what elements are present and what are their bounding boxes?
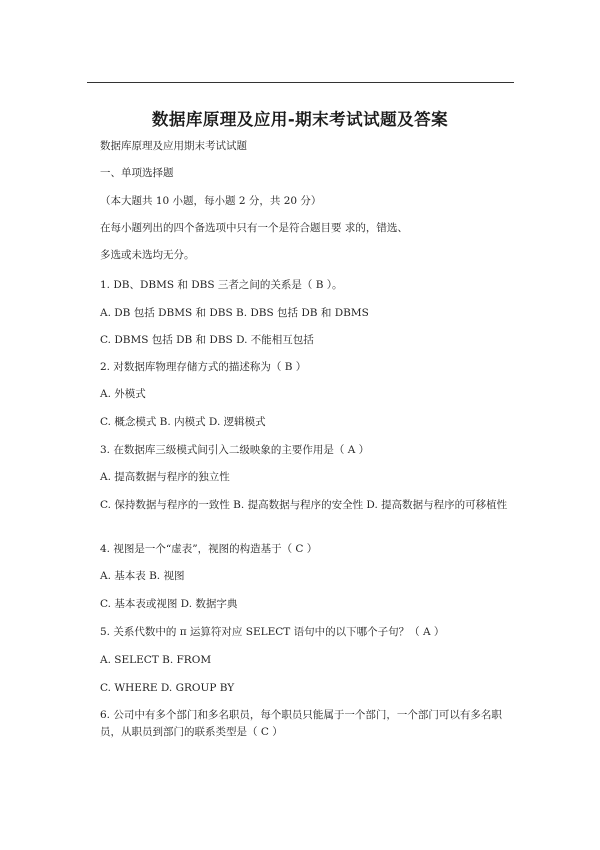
question-6: 6. 公司中有多个部门和多名职员，每个职员只能属于一个部门，一个部门可以有多名职员，从职员到部门的联系类型是（ C ） — [100, 709, 502, 738]
question-5-options: C. WHERE D. GROUP BY — [100, 682, 235, 694]
question-2-options: C. 概念模式 B. 内模式 D. 逻辑模式 — [100, 416, 266, 428]
subtitle-line: 数据库原理及应用期末考试试题 — [100, 140, 247, 152]
question-3-options: C. 保持数据与程序的一致性 B. 提高数据与程序的安全性 D. 提高数据与程序的可移植性 — [100, 499, 508, 511]
section-instruction: （本大题共 10 小题，每小题 2 分，共 20 分） — [100, 195, 322, 207]
header-rule — [87, 82, 514, 83]
question-3-options: A. 提高数据与程序的独立性 — [100, 471, 230, 483]
document-title: 数据库原理及应用-期末考试试题及答案 — [151, 110, 449, 129]
question-2: 2. 对数据库物理存储方式的描述称为（ B ） — [100, 361, 307, 373]
question-4: 4. 视图是一个“虚表”，视图的构造基于（ C ） — [100, 543, 318, 555]
question-3: 3. 在数据库三级模式间引入二级映象的主要作用是（ A ） — [100, 444, 370, 456]
question-5: 5. 关系代数中的 π 运算符对应 SELECT 语句中的以下哪个子句？（ A ） — [100, 626, 445, 638]
instruction-line: 多选或未选均无分。 — [100, 249, 195, 261]
instruction-line: 在每小题列出的四个备选项中只有一个是符合题目要 求的，错选、 — [100, 222, 408, 234]
question-1-options: C. DBMS 包括 DB 和 DBS D. 不能相互包括 — [100, 334, 314, 346]
question-4-options: A. 基本表 B. 视图 — [100, 570, 185, 582]
question-2-options: A. 外模式 — [100, 388, 146, 400]
question-1-options: A. DB 包括 DBMS 和 DBS B. DBS 包括 DB 和 DBMS — [100, 307, 369, 319]
question-5-options: A. SELECT B. FROM — [100, 654, 212, 666]
question-4-options: C. 基本表或视图 D. 数据字典 — [100, 598, 238, 610]
question-1: 1. DB、DBMS 和 DBS 三者之间的关系是（ B ）。 — [100, 279, 343, 291]
section-heading: 一、单项选择题 — [100, 167, 174, 179]
